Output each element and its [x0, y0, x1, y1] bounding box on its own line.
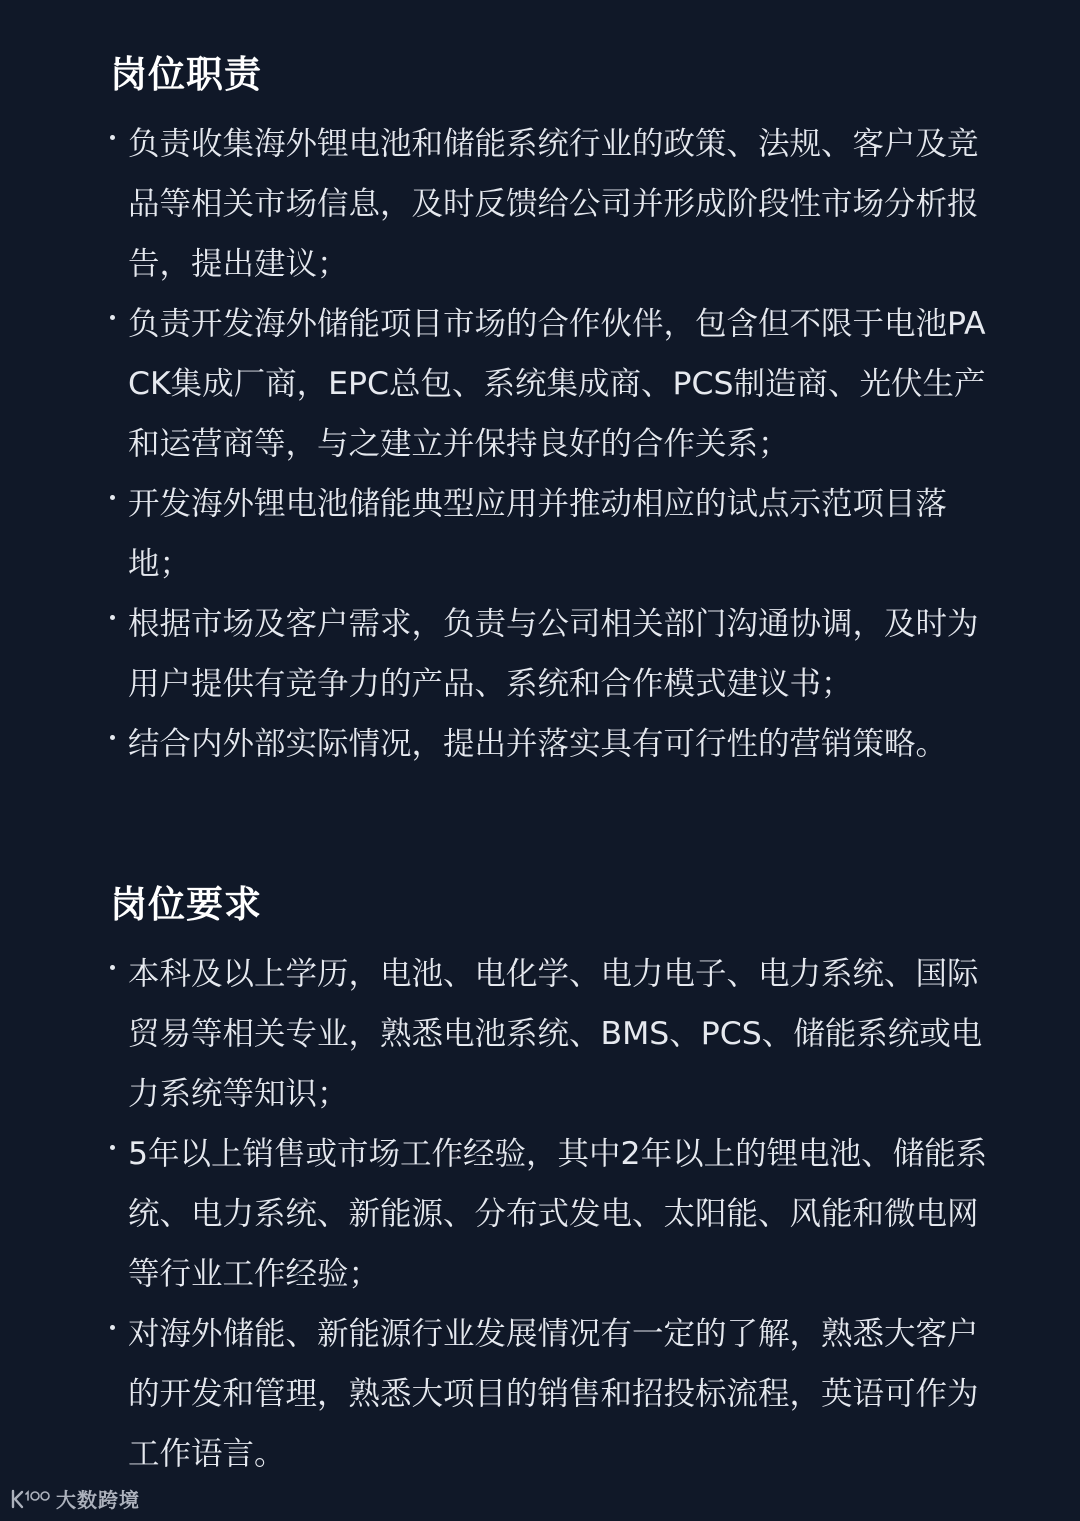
list-item [110, 1124, 990, 1304]
bullet-dot-icon [110, 965, 115, 970]
requirements-list [110, 944, 990, 1484]
watermark [10, 1484, 140, 1513]
responsibilities-section [110, 50, 990, 774]
bullet-dot-icon [110, 615, 115, 620]
list-item-text: 开发海外锂电池储能典型应用并推动相应的试点示范项目落地； [128, 486, 948, 582]
requirements-section [110, 880, 990, 1484]
list-item-text: 对海外储能、新能源行业发展情况有一定的了解，熟悉大客户的开发和管理，熟悉大项目的销售和招投标流程，英语可作为工作语言。 [128, 1316, 979, 1472]
bullet-dot-icon [110, 1325, 115, 1330]
list-item [110, 944, 990, 1124]
bullet-dot-icon [110, 135, 115, 140]
list-item-text: 负责收集海外锂电池和储能系统行业的政策、法规、客户及竞品等相关市场信息，及时反馈给公司并形成阶段性市场分析报告，提出建议； [128, 126, 979, 282]
bullet-dot-icon [110, 315, 115, 320]
list-item [110, 594, 990, 714]
list-item [110, 294, 990, 474]
responsibilities-title: 岗位职责 [110, 53, 262, 96]
list-item [110, 1304, 990, 1484]
list-item-text: 5年以上销售或市场工作经验，其中2年以上的锂电池、储能系统、电力系统、新能源、分布式发电、太阳能、风能和微电网等行业工作经验； [128, 1136, 988, 1292]
list-item-text: 根据市场及客户需求，负责与公司相关部门沟通协调，及时为用户提供有竞争力的产品、系统和合作模式建议书； [128, 606, 979, 702]
requirements-title: 岗位要求 [110, 883, 262, 926]
responsibilities-list [110, 114, 990, 774]
list-item [110, 474, 990, 594]
list-item-text: 结合内外部实际情况，提出并落实具有可行性的营销策略。 [128, 726, 948, 762]
list-item [110, 114, 990, 294]
k100-logo-icon [10, 1488, 52, 1510]
list-item [110, 714, 990, 774]
watermark-text: 大数跨境 [56, 1488, 140, 1512]
list-item-text: 本科及以上学历，电池、电化学、电力电子、电力系统、国际贸易等相关专业，熟悉电池系统、BMS、PCS、储能系统或电力系统等知识； [128, 956, 983, 1112]
bullet-dot-icon [110, 495, 115, 500]
list-item-text: 负责开发海外储能项目市场的合作伙伴，包含但不限于电池PACK集成厂商，EPC总包、系统集成商、PCS制造商、光伏生产和运营商等，与之建立并保持良好的合作关系； [128, 306, 986, 462]
bullet-dot-icon [110, 735, 115, 740]
bullet-dot-icon [110, 1145, 115, 1150]
